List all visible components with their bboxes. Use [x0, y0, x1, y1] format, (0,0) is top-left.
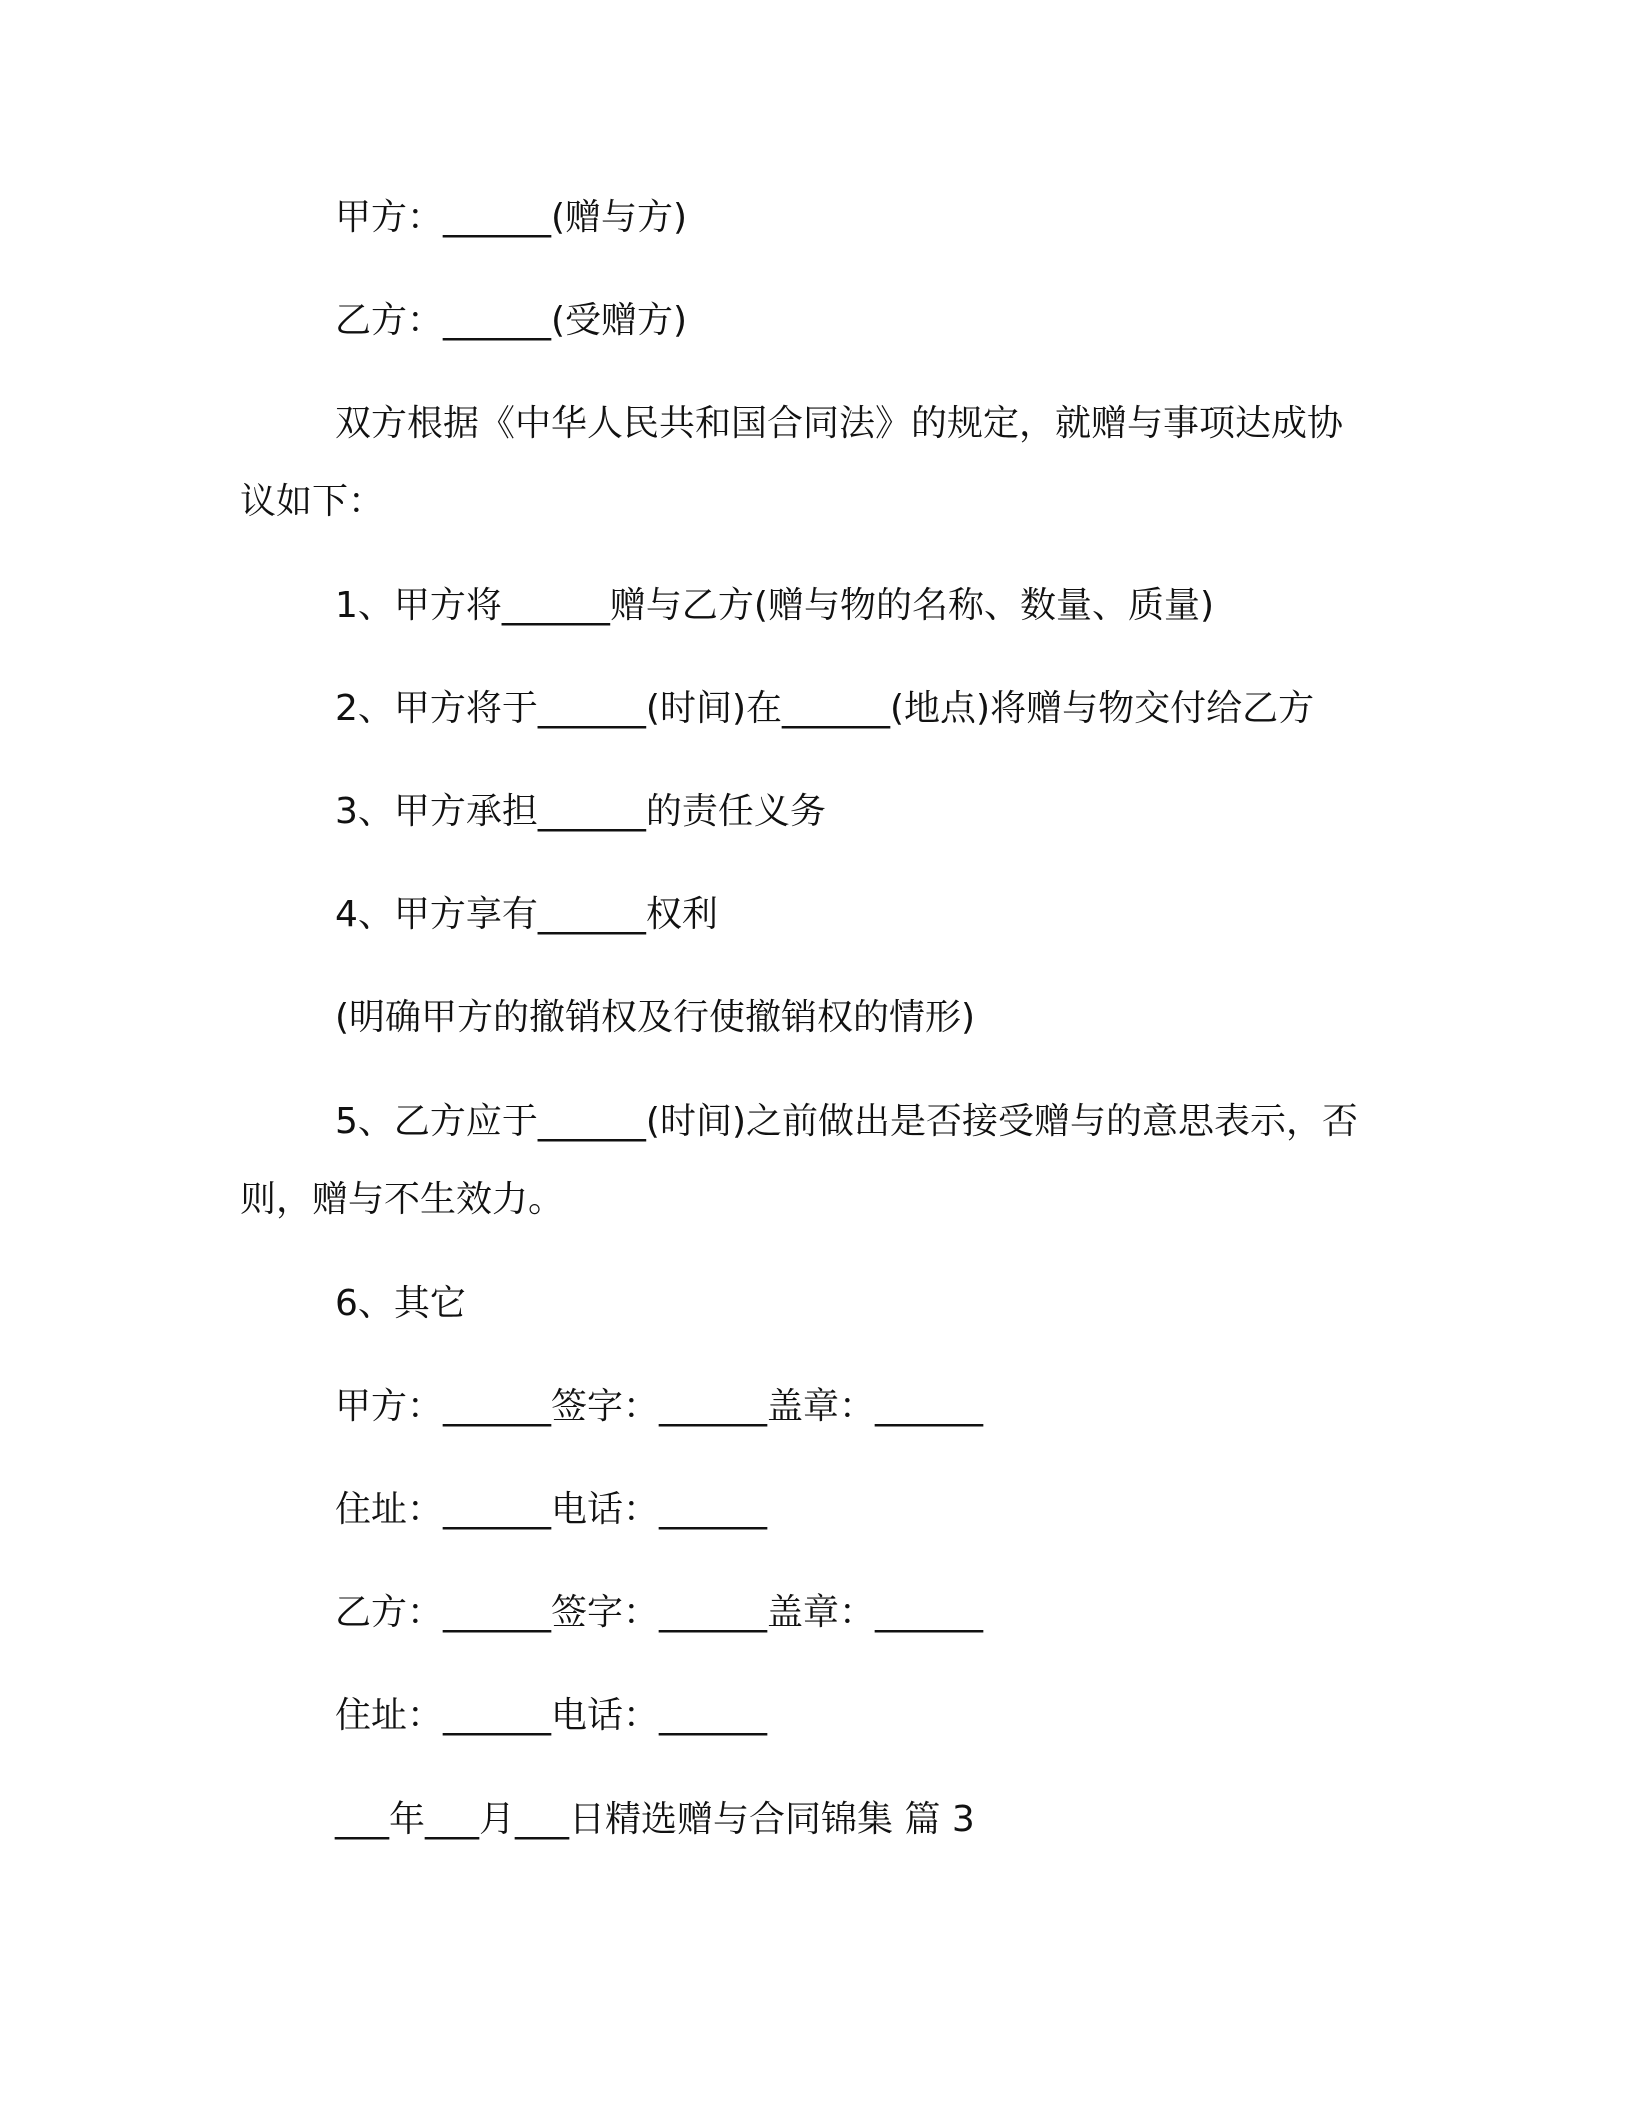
party-a-contact-line: 住址：______电话：______ [335, 1489, 768, 1530]
clause-4-note: (明确甲方的撤销权及行使撤销权的情形) [335, 997, 976, 1038]
clause-4: 4、甲方享有______权利 [335, 894, 718, 935]
agreement-intro-line-2: 议如下： [240, 481, 385, 522]
clause-6: 6、其它 [335, 1283, 466, 1324]
clause-5-line-2: 则，赠与不生效力。 [240, 1179, 565, 1220]
date-and-heading-line: ___年___月___日精选赠与合同锦集 篇 3 [335, 1799, 975, 1840]
party-a-signature-line: 甲方：______签字：______盖章：______ [335, 1386, 984, 1427]
clause-2: 2、甲方将于______(时间)在______(地点)将赠与物交付给乙方 [335, 688, 1315, 729]
party-b-contact-line: 住址：______电话：______ [335, 1695, 768, 1736]
clause-1: 1、甲方将______赠与乙方(赠与物的名称、数量、质量) [335, 585, 1214, 626]
clause-5-line-1: 5、乙方应于______(时间)之前做出是否接受赠与的意思表示，否 [335, 1101, 1358, 1142]
clause-3: 3、甲方承担______的责任义务 [335, 791, 826, 832]
party-b-line: 乙方：______(受赠方) [335, 300, 688, 341]
party-a-line: 甲方：______(赠与方) [335, 197, 688, 238]
party-b-signature-line: 乙方：______签字：______盖章：______ [335, 1592, 984, 1633]
agreement-intro-line-1: 双方根据《中华人民共和国合同法》的规定，就赠与事项达成协 [335, 403, 1344, 444]
